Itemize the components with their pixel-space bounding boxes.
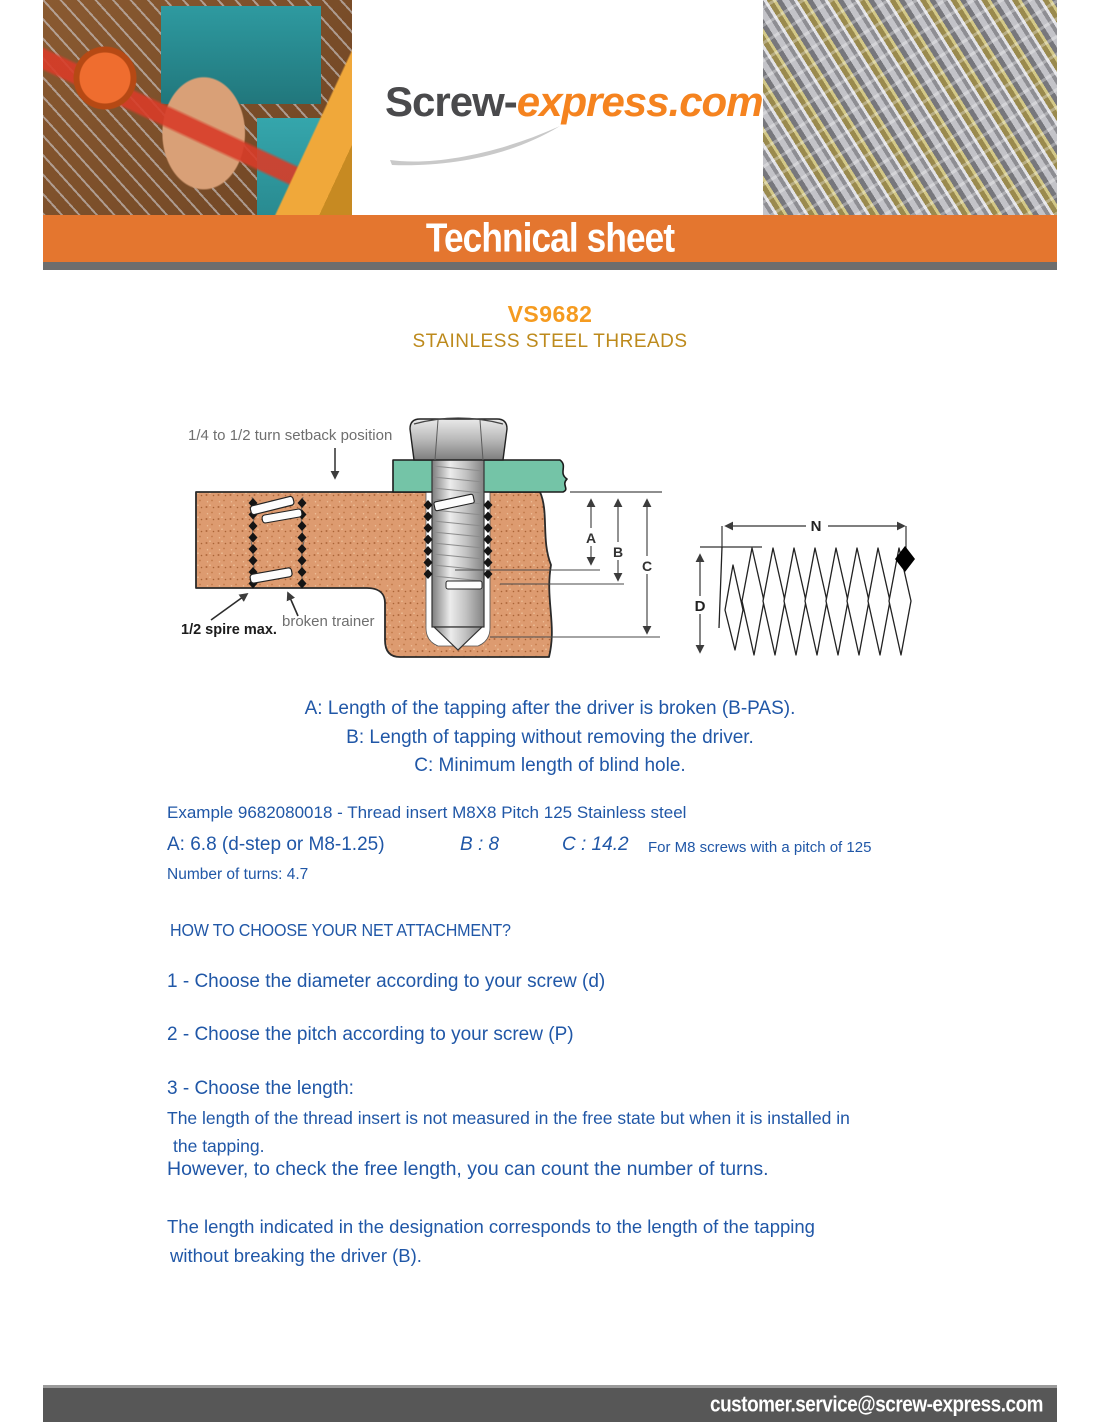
banner-title: Technical sheet	[425, 215, 675, 261]
dim-b-label: B	[612, 544, 624, 560]
dim-d-label: D	[694, 598, 706, 615]
bolt-shank	[432, 455, 484, 650]
legend-line-c: C: Minimum length of blind hole.	[414, 755, 686, 776]
legend-line-b: B: Length of tapping without removing the driver.	[346, 727, 754, 748]
example-a-value: A: 6.8 (d-step or M8-1.25)	[167, 834, 385, 855]
howto-heading: HOW TO CHOOSE YOUR NET ATTACHMENT?	[170, 920, 511, 940]
dim-n-label: N	[810, 518, 822, 535]
closing-text-1: The length indicated in the designation corresponds to the length of the tapping	[167, 1216, 815, 1237]
howto-step-1: 1 - Choose the diameter according to your screw (d)	[167, 971, 606, 992]
legend-line-a: A: Length of the tapping after the driver is broken (B-PAS).	[304, 698, 796, 719]
customer-service-email: customer.service@screw-express.com	[709, 1392, 1043, 1417]
example-b-value: B : 8	[460, 834, 500, 855]
dim-a-label: A	[585, 530, 597, 546]
product-code: VS9682	[507, 301, 593, 327]
product-subtitle: STAINLESS STEEL THREADS	[412, 331, 688, 352]
bolt-head	[410, 418, 507, 460]
example-title: Example 9682080018 - Thread insert M8X8 Pitch 125 Stainless steel	[167, 803, 687, 822]
setback-label: 1/4 to 1/2 turn setback position	[188, 427, 393, 444]
logo-text-screw: Screw-	[385, 78, 517, 125]
trainer-label: broken trainer	[282, 613, 375, 630]
spire-label: 1/2 spire max.	[181, 622, 277, 638]
example-note: For M8 screws with a pitch of 125	[648, 839, 872, 856]
howto-step-3-text-2: the tapping.	[173, 1136, 265, 1156]
closing-text-2: without breaking the driver (B).	[170, 1245, 422, 1266]
howto-step-3-text-1: The length of the thread insert is not measured in the free state but when it is installed in	[167, 1108, 850, 1128]
dim-c-label: C	[641, 558, 653, 574]
example-turns: Number of turns: 4.7	[167, 866, 309, 883]
coil-insert-drawing	[695, 518, 915, 655]
footer-bar	[43, 1385, 1057, 1422]
example-c-value: C : 14.2	[562, 834, 629, 855]
howto-step-3: 3 - Choose the length:	[167, 1078, 354, 1099]
logo-text-express: express.com	[516, 78, 763, 125]
howto-step-2: 2 - Choose the pitch according to your screw (P)	[167, 1024, 574, 1045]
howto-step-3-text-3: However, to check the free length, you can count the number of turns.	[167, 1158, 769, 1180]
